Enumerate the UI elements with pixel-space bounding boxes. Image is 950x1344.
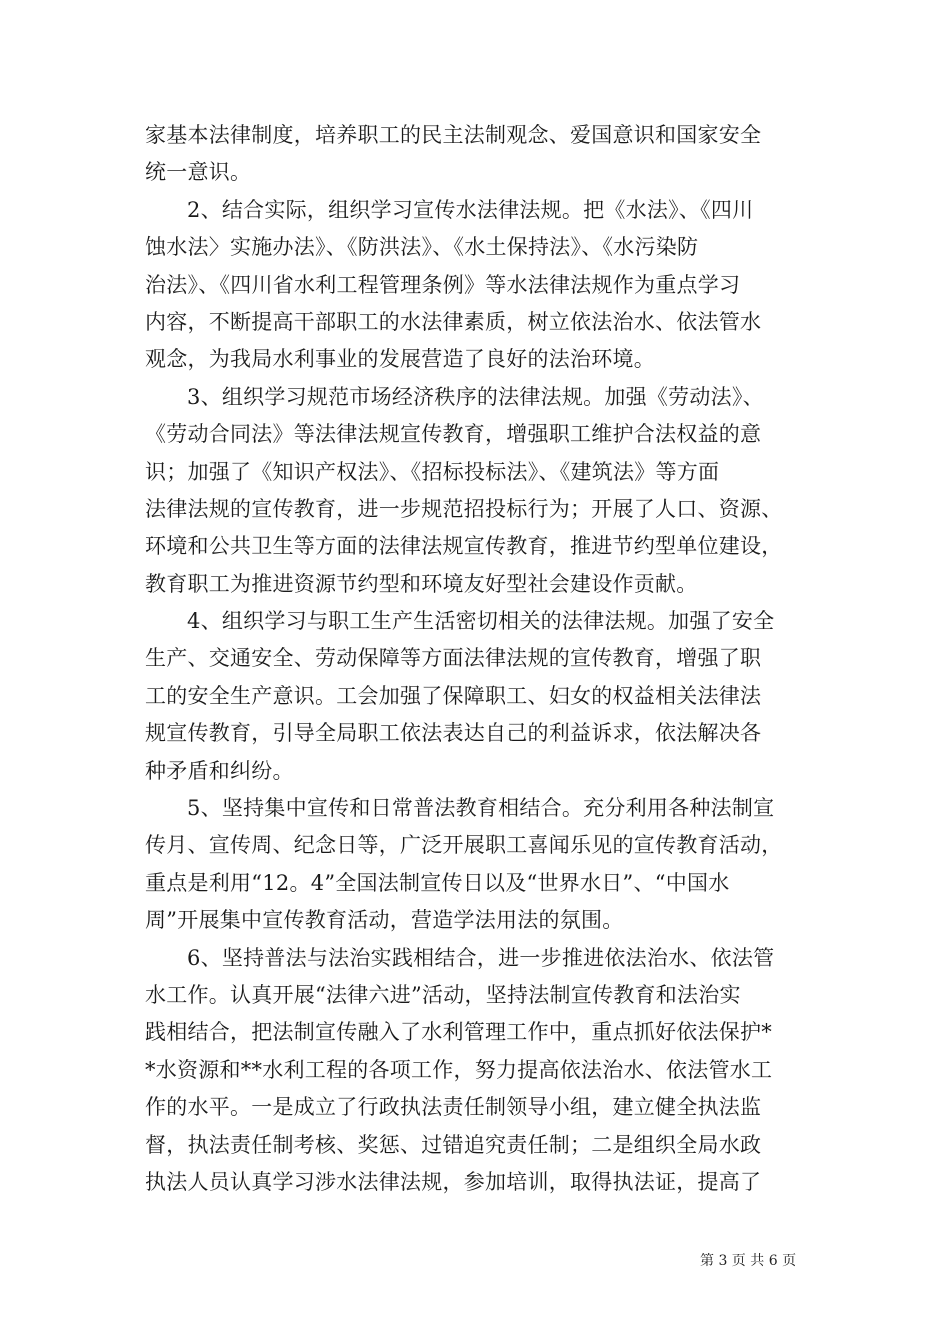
text-line: 5、坚持集中宣传和日常普法教育相结合。充分利用各种法制宣 <box>187 796 775 821</box>
text-line: 传月、宣传周、纪念日等，广泛开展职工喜闻乐见的宣传教育活动， <box>145 833 783 858</box>
text-line: 内容，不断提高干部职工的水法律素质，树立依法治水、依法管水 <box>145 309 762 334</box>
text-line: 作的水平。一是成立了行政执法责任制领导小组，建立健全执法监 <box>145 1095 762 1120</box>
text-line: 统一意识。 <box>145 160 252 185</box>
text-line: 识；加强了《知识产权法》、《招标投标法》、《建筑法》等方面 <box>145 459 720 484</box>
text-line: 执法人员认真学习涉水法律法规，参加培训，取得执法证，提高了 <box>145 1169 762 1194</box>
text-line: 生产、交通安全、劳动保障等方面法律法规的宣传教育，增强了职 <box>145 646 762 671</box>
text-line: 观念，为我局水利事业的发展营造了良好的法治环境。 <box>145 347 655 372</box>
text-line: 教育职工为推进资源节约型和环境友好型社会建设作贡献。 <box>145 571 698 596</box>
text-line: 种矛盾和纠纷。 <box>145 758 294 783</box>
text-line: 规宣传教育，引导全局职工依法表达自己的利益诉求，依法解决各 <box>145 721 762 746</box>
page-number-label: 第 3 页 共 6 页 <box>700 1253 797 1269</box>
text-line: 法律法规的宣传教育，进一步规范招投标行为；开展了人口、资源、 <box>145 496 783 521</box>
text-line: 家基本法律制度，培养职工的民主法制观念、爱国意识和国家安全 <box>145 123 762 147</box>
text-line: 工的安全生产意识。工会加强了保障职工、妇女的权益相关法律法 <box>145 683 762 708</box>
text-line: 6、坚持普法与法治实践相结合，进一步推进依法治水、依法管 <box>187 945 775 970</box>
text-line: 2、结合实际，组织学习宣传水法律法规。把《水法》、《四川 <box>187 197 754 222</box>
text-line: 治法》、《四川省水利工程管理条例》等水法律法规作为重点学习 <box>145 272 741 297</box>
text-line: *水资源和**水利工程的各项工作，努力提高依法治水、依法管水工 <box>145 1057 773 1082</box>
text-line: 4、组织学习与职工生产生活密切相关的法律法规。加强了安全 <box>187 609 775 634</box>
text-line: 蚀水法〉实施办法》、《防洪法》、《水土保持法》、《水污染防 <box>145 235 699 260</box>
text-line: 水工作。认真开展“法律六进”活动，坚持法制宣传教育和法治实 <box>145 982 741 1007</box>
text-line: 督，执法责任制考核、奖惩、过错追究责任制；二是组织全局水政 <box>145 1132 762 1157</box>
text-line: 重点是利用“12。4”全国法制宣传日以及“世界水日”、“中国水 <box>145 870 730 895</box>
document-body <box>145 117 825 1201</box>
page-number <box>700 1250 796 1270</box>
text-line: 《劳动合同法》等法律法规宣传教育，增强职工维护合法权益的意 <box>145 422 762 447</box>
text-line: 3、组织学习规范市场经济秩序的法律法规。加强《劳动法》、 <box>187 384 764 409</box>
text-line: 践相结合，把法制宣传融入了水利管理工作中，重点抓好依法保护* <box>145 1020 772 1045</box>
text-line: 环境和公共卫生等方面的法律法规宣传教育，推进节约型单位建设， <box>145 534 783 559</box>
text-line: 周”开展集中宣传教育活动，营造学法用法的氛围。 <box>145 908 624 933</box>
